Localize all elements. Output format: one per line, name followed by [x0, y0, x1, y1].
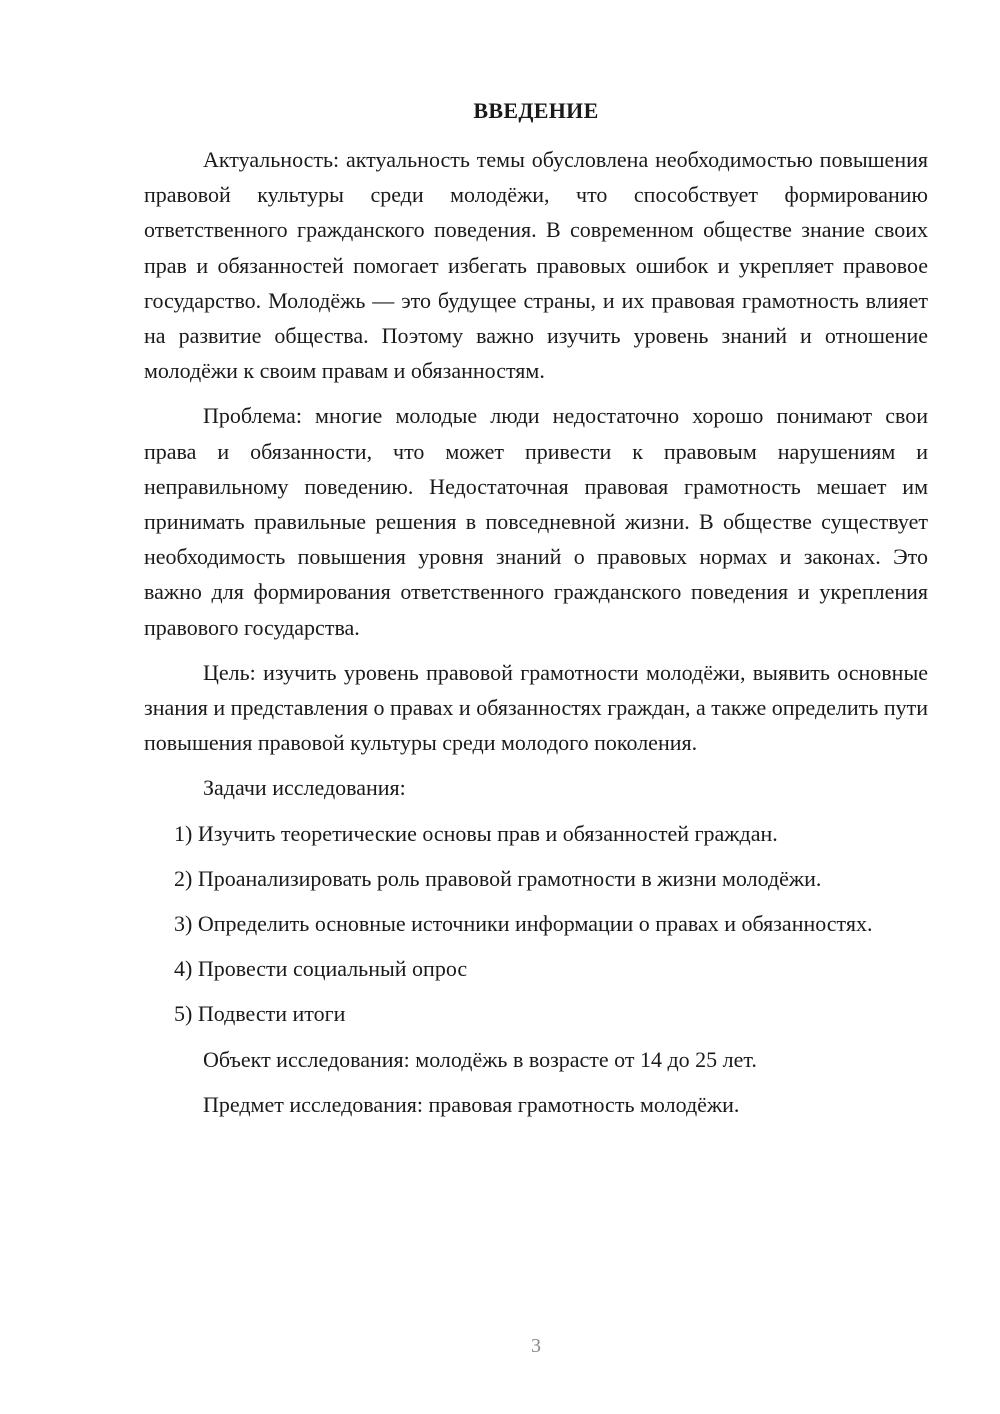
- research-object: Объект исследования: молодёжь в возрасте от 14 до 25 лет.: [203, 1046, 757, 1072]
- paragraph-relevance: Актуальность: актуальность темы обусловлена необходимостью повышения правовой культуры среди молодёжи, что способствует формированию ответственного гражданского поведения. В современном обществе знание своих прав и обязанностей помогает избегать правовых ошибок и укрепляет правовое государство. Молодёжь — это будущее страны, и их правовая грамотность влияет на развитие общества. Поэтому важно изучить уровень знаний и отношение молодёжи к своим правам и обязанностям.: [144, 147, 928, 384]
- task-item-4: 4) Провести социальный опрос: [174, 956, 468, 982]
- page-number: 3: [531, 1335, 541, 1357]
- paragraph-goal: Цель: изучить уровень правовой грамотности молодёжи, выявить основные знания и представления о правах и обязанностях граждан, а также определить пути повышения правовой культуры среди молодого поколения.: [144, 659, 928, 756]
- task-item-3: 3) Определить основные источники информации о правах и обязанностях.: [174, 911, 873, 937]
- document-body: [144, 142, 928, 1132]
- document-page: [144, 0, 928, 1414]
- task-item-2: 2) Проанализировать роль правовой грамотности в жизни молодёжи.: [174, 865, 822, 891]
- document-title: ВВЕДЕНИЕ: [473, 98, 599, 123]
- paragraph-problem: Проблема: многие молодые люди недостаточно хорошо понимают свои права и обязанности, что может привести к правовым нарушениям и неправильному поведению. Недостаточная правовая грамотность мешает им принимать правильные решения в повседневной жизни. В обществе существует необходимость повышения уровня знаний о правовых нормах и законах. Это важно для формирования ответственного гражданского поведения и укрепления правового государства.: [144, 403, 928, 640]
- task-item-5: 5) Подвести итоги: [174, 1001, 346, 1027]
- task-item-1: 1) Изучить теоретические основы прав и обязанностей граждан.: [174, 820, 778, 846]
- research-subject: Предмет исследования: правовая грамотность молодёжи.: [203, 1091, 740, 1117]
- tasks-heading: Задачи исследования:: [203, 775, 406, 801]
